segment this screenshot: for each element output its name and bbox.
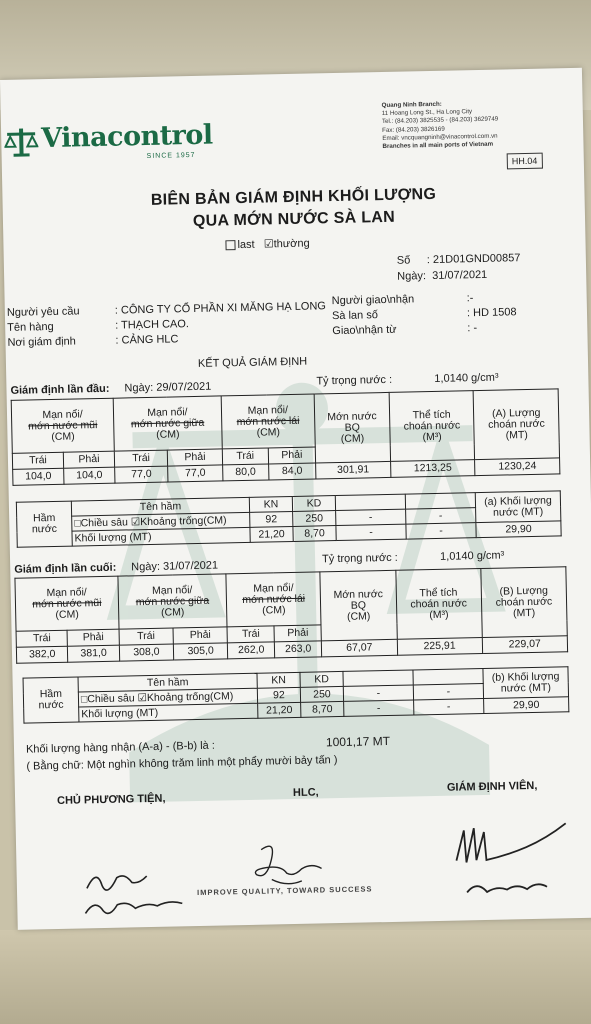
table-cell: - (336, 509, 406, 525)
table-cell: - (336, 524, 406, 540)
kd-header: KD (292, 496, 335, 512)
mean-draft-header: Mớn nước BQ (CM) (320, 570, 397, 641)
table-cell: 92 (250, 511, 293, 527)
table-cell: - (414, 699, 484, 715)
table-cell: 77,0 (168, 465, 223, 482)
document-page (0, 68, 591, 930)
right-header: Phải (63, 451, 114, 468)
place-label: Nơi giám định (7, 335, 76, 349)
barge-label: Sà lan số (331, 309, 379, 323)
mass-row-label: Khối lượng (MT) (72, 527, 250, 546)
last-draft-table (14, 566, 568, 664)
from-label: Giao\nhận từ (332, 323, 397, 338)
first-draft-table (11, 388, 561, 485)
fore-draft-header: Mạn nổi/ mớn nước mũi (CM) (15, 576, 119, 631)
table-cell: 21,20 (250, 526, 293, 542)
owner-signature-icon (76, 861, 187, 923)
left-header: Trái (12, 452, 63, 469)
first-density-label: Tỷ trọng nước : (316, 373, 393, 388)
tank-name-header: Tên hầm (78, 673, 257, 692)
form-code: HH.04 (507, 153, 543, 170)
left-header: Trái (114, 450, 168, 467)
document-title: BIÊN BẢN GIÁM ĐỊNH KHỐI LƯỢNG (150, 185, 437, 209)
branch-line: Tel.: (84.203) 3825535 - (84.203) 3629749 (381, 115, 499, 126)
option-last: last (237, 238, 255, 252)
background-bottom (0, 930, 591, 1024)
table-cell: 80,0 (222, 464, 268, 481)
from-value: : - (467, 322, 478, 335)
summary-words: ( Bằng chữ: Một nghìn không trăm linh một phẩy mười bảy tấn ) (26, 754, 338, 773)
table-cell: 225,91 (397, 638, 483, 656)
table-cell: 263,0 (275, 641, 322, 658)
summary-label: Khối lượng hàng nhận (A-a) - (B-b) là : (25, 739, 215, 756)
displacement-a-header: (A) Lượng choán nước (MT) (473, 389, 559, 460)
result-heading: KẾT QUẢ GIÁM ĐỊNH (197, 355, 308, 370)
water-b-value: 29,90 (484, 697, 569, 714)
first-survey-date: Ngày: 29/07/2021 (124, 380, 212, 395)
volume-header: Thể tích choán nước (M³) (395, 569, 482, 640)
table-cell: 1230,24 (475, 458, 560, 476)
checkbox-normal: ☑ (263, 238, 274, 251)
table-cell: 92 (257, 687, 300, 703)
requester-label: Người yêu cầu (6, 305, 80, 319)
table-cell (413, 669, 483, 685)
option-normal: thường (273, 237, 310, 251)
table-cell: 262,0 (228, 642, 275, 659)
tank-name-header: Tên hầm (71, 497, 249, 516)
last-survey-date: Ngày: 31/07/2021 (131, 559, 219, 574)
deliver-value: :- (466, 292, 474, 305)
doc-number: : 21D01GND00857 (426, 252, 521, 267)
company-slogan: IMPROVE QUALITY, TOWARD SUCCESS (196, 884, 373, 898)
table-cell (405, 493, 475, 509)
branch-name: Quang Ninh Branch: (381, 100, 442, 110)
depth-row-label: □Chiều sâu ☑Khoảng trống(CM) (72, 512, 250, 531)
kn-header: KN (249, 496, 292, 512)
water-a-value: 29,90 (476, 521, 561, 538)
company-logo: Vinacontrol (40, 119, 213, 155)
left-header: Trái (119, 628, 174, 645)
table-cell: 67,07 (322, 639, 398, 657)
branch-line: 11 Hoang Long St., Ha Long City (381, 108, 473, 118)
doc-date: 31/07/2021 (432, 268, 488, 282)
table-cell: - (406, 523, 476, 539)
right-header: Phải (168, 449, 223, 466)
table-cell: 104,0 (64, 467, 115, 484)
logo-since: SINCE 1957 (146, 151, 196, 160)
place-value: : CẢNG HLC (115, 333, 179, 347)
goods-value: : THẠCH CAO. (115, 318, 190, 332)
aft-draft-header: Mạn nổi/ mớn nước lái (CM) (221, 394, 315, 449)
draft-type-options (225, 237, 309, 252)
table-cell: 1213,25 (390, 460, 475, 478)
left-header: Trái (222, 448, 268, 465)
branch-info (382, 100, 499, 152)
table-cell: 77,0 (115, 466, 169, 483)
table-cell: 301,91 (316, 461, 391, 479)
surveyor-sign-label: GIÁM ĐỊNH VIÊN, (446, 779, 538, 794)
table-cell: 21,20 (258, 702, 301, 718)
owner-sign-label: CHỦ PHƯƠNG TIỆN, (56, 792, 166, 807)
table-cell: 305,0 (173, 643, 228, 660)
depth-row-label: □Chiều sâu ☑Khoảng trống(CM) (78, 688, 257, 707)
document-subtitle: QUA MỚN NƯỚC SÀ LAN (192, 208, 396, 230)
doc-date-label: Ngày: (397, 270, 427, 283)
left-header: Trái (227, 626, 274, 643)
last-density: 1,0140 g/cm³ (439, 549, 505, 563)
kn-header: KN (257, 672, 300, 688)
kd-header: KD (300, 671, 343, 687)
table-cell: 382,0 (16, 646, 68, 663)
branch-line: Email: vncquangninh@vinacontrol.com.vn (382, 132, 498, 142)
surveyor-signature-icon (446, 818, 578, 901)
table-cell: - (344, 700, 414, 716)
table-cell: 8,70 (293, 526, 336, 542)
table-cell: - (413, 684, 483, 700)
first-survey-label: Giám định lần đầu: (10, 382, 110, 397)
table-cell (335, 494, 405, 510)
table-cell: - (406, 508, 476, 524)
goods-label: Tên hàng (7, 320, 54, 334)
barge-value: : HD 1508 (466, 306, 517, 320)
mid-draft-header: Mạn nổi/ mớn nước giữa (CM) (113, 396, 222, 451)
deliver-label: Người giao\nhận (331, 293, 415, 308)
right-header: Phải (274, 625, 321, 642)
table-cell: - (343, 685, 413, 701)
aft-draft-header: Mạn nổi/ mớn nước lái (CM) (226, 572, 321, 627)
branch-line: Branches in all main ports of Vietnam (382, 140, 494, 151)
hlc-sign-label: HLC, (292, 786, 319, 800)
table-cell: 229,07 (482, 636, 568, 654)
last-survey-label: Giám định lần cuối: (14, 561, 117, 576)
mass-row-label: Khối lượng (MT) (79, 703, 258, 722)
fore-draft-header: Mạn nổi/ mớn nước mũi (CM) (11, 398, 114, 453)
mean-draft-header: Mớn nước BQ (CM) (314, 392, 390, 463)
right-header: Phải (173, 627, 228, 644)
mid-draft-header: Mạn nổi/ mớn nước giữa (CM) (118, 574, 228, 629)
right-header: Phải (67, 629, 119, 646)
summary-value: 1001,17 MT (325, 733, 391, 750)
scales-logo-icon (4, 124, 39, 159)
last-density-label: Tỷ trọng nước : (321, 551, 398, 566)
branch-line: Fax: (84.203) 3826169 (382, 125, 445, 134)
displacement-b-header: (B) Lượng choán nước (MT) (481, 567, 568, 638)
water-b-header: (b) Khối lượng nước (MT) (483, 667, 569, 699)
doc-number-label: Số (396, 254, 411, 267)
table-cell: 84,0 (268, 463, 315, 480)
table-cell: 381,0 (68, 645, 120, 662)
table-cell (343, 670, 413, 686)
table-cell: 250 (300, 686, 343, 702)
right-header: Phải (268, 447, 315, 464)
tank-label: Hầm nước (16, 501, 72, 547)
table-cell: 308,0 (119, 644, 174, 661)
requester-value: : CÔNG TY CỔ PHẦN XI MĂNG HẠ LONG (114, 300, 327, 317)
checkbox-last (225, 240, 235, 250)
tank-label: Hầm nước (23, 677, 79, 723)
water-a-header: (a) Khối lượng nước (MT) (475, 491, 561, 523)
left-header: Trái (16, 630, 68, 647)
table-cell: 8,70 (301, 701, 344, 717)
table-cell: 250 (293, 511, 336, 527)
table-cell: 104,0 (13, 468, 64, 485)
first-density: 1,0140 g/cm³ (434, 371, 499, 385)
volume-header: Thể tích choán nước (M³) (389, 391, 475, 462)
